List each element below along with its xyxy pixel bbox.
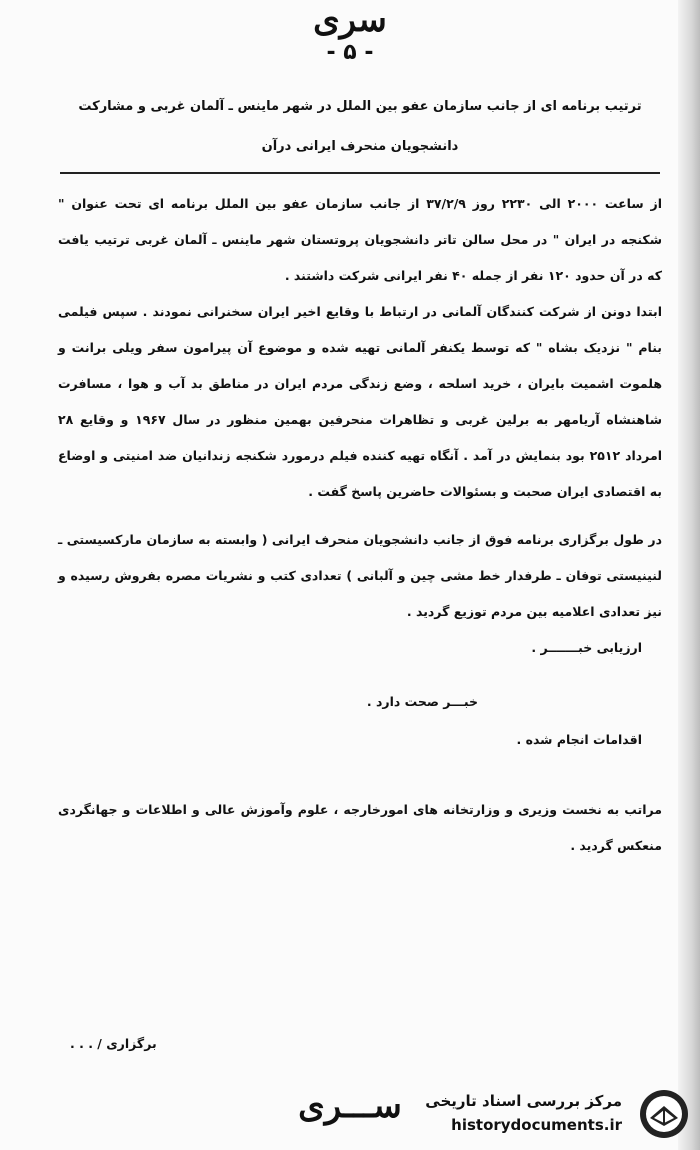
body-paragraph-3: در طول برگزاری برنامه فوق از جانب دانشجویان منحرف ایرانی ( وابسته به سازمان مارکسیستی ـ لنینیستی توفان ـ طرفدار خط مشی چین و آلبانی ) تعدادی کتب و نشریات مصره بفروش رسیده و نیز تعدادی اعلامیه بین مردم توزیع گردید .: [58, 532, 662, 619]
watermark-url: historydocuments.ir: [451, 1116, 622, 1134]
body-paragraph-1: از ساعت ۲۰۰۰ الی ۲۲۳۰ روز ۳۷/۲/۹ از جانب سازمان عفو بین الملل برنامه ای تحت عنوان " شکنجه در ایران " در محل سالن تاتر دانشجویان پروتستان شهر ماینس ـ آلمان غربی ترتیب یافت که در آن حدود ۱۲۰ نفر از جمله ۴۰ نفر ایرانی شرکت داشتند .: [58, 196, 662, 283]
book-emblem-icon: [638, 1088, 690, 1140]
page-number: - ۵ -: [326, 40, 374, 65]
evaluation-line-2: اقدامات انجام شده .: [516, 732, 642, 747]
classification-header: سری: [313, 0, 387, 40]
document-title-line1: ترتیب برنامه ای از جانب سازمان عفو بین الملل در شهر ماینس ـ آلمان غربی و مشارکت: [78, 99, 642, 114]
classification-footer: ســـری: [298, 1086, 402, 1126]
archive-watermark: [418, 1088, 690, 1144]
document-title-line2: دانشجویان منحرف ایرانی درآن: [261, 139, 459, 154]
scan-edge-shadow: [678, 0, 700, 1150]
evaluation-label: ارزیابی خبـــــــر .: [531, 640, 642, 655]
title-divider: [60, 172, 660, 174]
watermark-text-fa: مرکز بررسی اسناد تاریخی: [425, 1092, 622, 1110]
body-paragraph-2: ابتدا دونن از شرکت کنندگان آلمانی در ارتباط با وقایع اخیر ایران سخنرانی نمودند . سپس فیلمی بنام " نزدیک بشاه " که توسط یکنفر آلمانی تهیه شده و موضوع آن پیرامون سفر ویلی برانت و هلموت اشمیت بایران ، خرید اسلحه ، وضع زندگی مردم ایران در مناطق بد آب و هوا ، مسافرت شاهنشاه آریامهر به برلین غربی و تظاهرات منحرفین بهمین منظور در سال ۱۹۶۷ و وقایع ۲۸ امرداد ۲۵۱۲ بود بنمایش در آمد . آنگاه تهیه کننده فیلم درمورد شکنجه زندانیان ضد امنیتی و اوضاع به اقتصادی ایران صحبت و بسئوالات حاضرین پاسخ گفت .: [58, 304, 662, 499]
actions-paragraph: مراتب به نخست وزیری و وزارتخانه های امورخارجه ، علوم وآموزش عالی و اطلاعات و جهانگردی منعکس گردید .: [58, 802, 662, 853]
footer-org-line: برگزاری / . . .: [70, 1036, 157, 1051]
evaluation-line-1: خبـــر صحت دارد .: [366, 694, 478, 709]
